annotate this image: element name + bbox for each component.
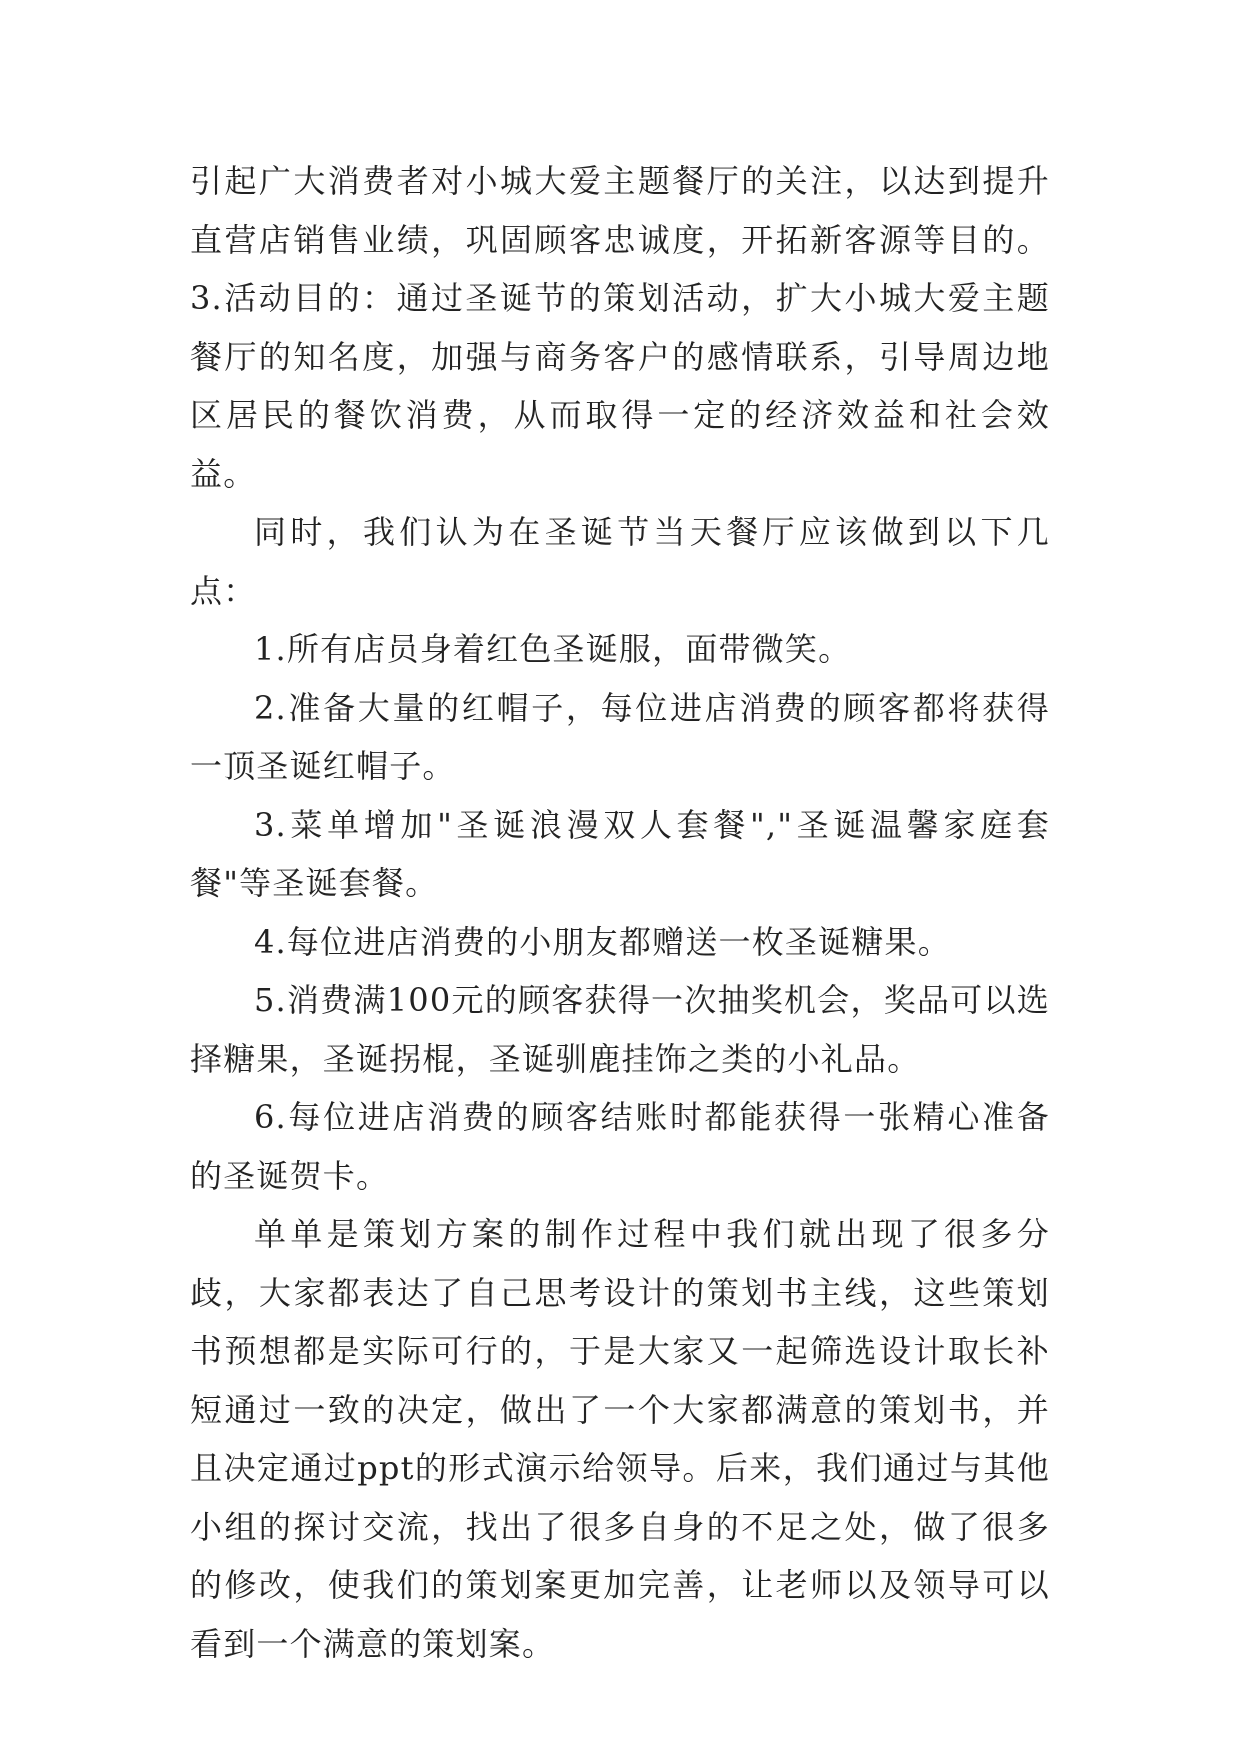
document-body: [190, 152, 1050, 1673]
paragraph-list-intro: 同时，我们认为在圣诞节当天餐厅应该做到以下几点：: [190, 513, 1050, 610]
list-item-5: 5.消费满100元的顾客获得一次抽奖机会，奖品可以选择糖果，圣诞拐棍，圣诞驯鹿挂饰之类的小礼品。: [190, 981, 1050, 1078]
list-item-2: 2.准备大量的红帽子，每位进店消费的顾客都将获得一顶圣诞红帽子。: [190, 688, 1050, 785]
list-item-1: 1.所有店员身着红色圣诞服，面带微笑。: [254, 630, 852, 668]
paragraph-intro: 引起广大消费者对小城大爱主题餐厅的关注，以达到提升直营店销售业绩，巩固顾客忠诚度，开拓新客源等目的。3.活动目的：通过圣诞节的策划活动，扩大小城大爱主题餐厅的知名度，加强与商务客户的感情联系，引导周边地区居民的餐饮消费，从而取得一定的经济效益和社会效益。: [190, 162, 1050, 493]
list-item-6: 6.每位进店消费的顾客结账时都能获得一张精心准备的圣诞贺卡。: [190, 1098, 1050, 1195]
list-item-3: 3.菜单增加"圣诞浪漫双人套餐","圣诞温馨家庭套餐"等圣诞套餐。: [190, 805, 1050, 902]
list-item-4: 4.每位进店消费的小朋友都赠送一枚圣诞糖果。: [254, 922, 951, 961]
paragraph-conclusion: 单单是策划方案的制作过程中我们就出现了很多分歧，大家都表达了自己思考设计的策划书主线，这些策划书预想都是实际可行的，于是大家又一起筛选设计取长补短通过一致的决定，做出了一个大家都满意的策划书，并且决定通过ppt的形式演示给领导。后来，我们通过与其他小组的探讨交流，找出了很多自身的不足之处，做了很多的修改，使我们的策划案更加完善，让老师以及领导可以看到一个满意的策划案。: [190, 1215, 1050, 1663]
